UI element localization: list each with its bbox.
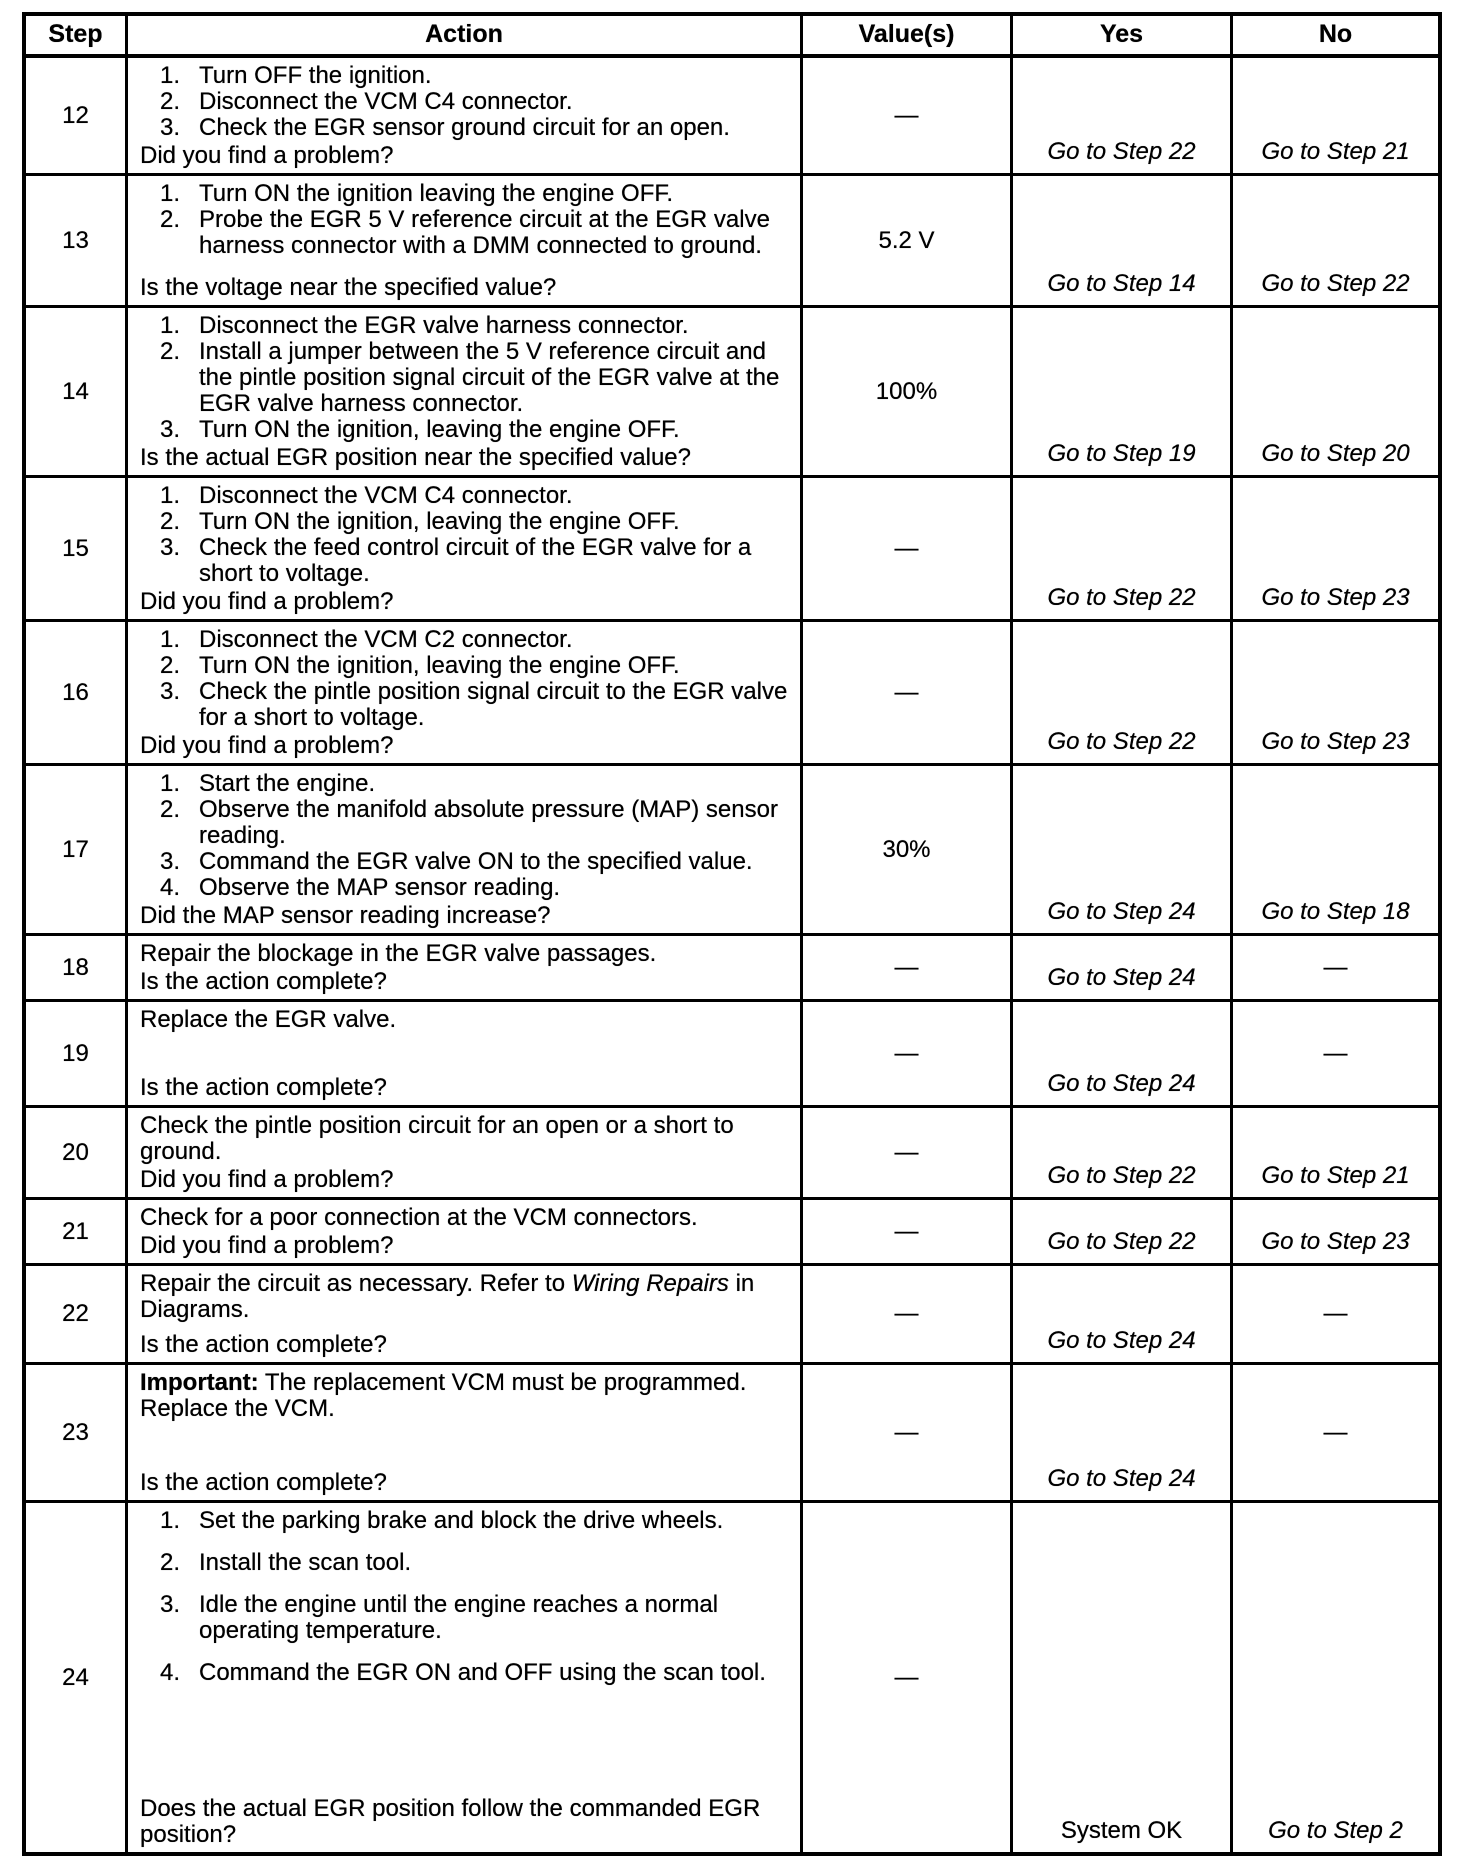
- step-number: 22: [62, 1300, 89, 1327]
- action-item: [160, 797, 790, 849]
- action-item: [160, 181, 790, 207]
- text-segment: Important:: [140, 1369, 259, 1396]
- text-segment: Wiring Repairs: [571, 1270, 729, 1297]
- item-text: Check the pintle position signal circuit to the EGR valve for a short to voltage.: [199, 678, 788, 731]
- yes-cell: [1010, 936, 1230, 999]
- item-number: 1.: [160, 482, 181, 509]
- text-segment: Check for a poor connection at the VCM connectors.: [140, 1204, 698, 1231]
- no-text: Go to Step 21: [1261, 1162, 1410, 1189]
- step-number: 15: [62, 534, 89, 562]
- item-number: 2.: [160, 508, 181, 535]
- table-row: [26, 763, 1438, 933]
- value-text: —: [894, 1300, 919, 1327]
- step-cell: [26, 1108, 125, 1197]
- item-text: Turn ON the ignition, leaving the engine OFF.: [199, 416, 680, 443]
- step-cell: [26, 766, 125, 933]
- action-item: [160, 1592, 790, 1644]
- value-text: —: [894, 953, 919, 981]
- item-number: 3.: [160, 416, 181, 443]
- step-cell: [26, 176, 125, 305]
- value-text: —: [894, 101, 919, 129]
- item-number: 1.: [160, 1507, 181, 1534]
- no-text: Go to Step 20: [1261, 440, 1410, 467]
- item-number: 2.: [160, 206, 181, 233]
- step-cell: [26, 1002, 125, 1105]
- text-segment: Repair the circuit as necessary. Refer to: [140, 1270, 572, 1297]
- step-cell: [26, 936, 125, 999]
- action-cell: [125, 766, 800, 933]
- no-cell: [1230, 478, 1438, 619]
- no-text: Go to Step 23: [1261, 728, 1410, 755]
- action-cell: [125, 1002, 800, 1105]
- no-text: —: [1323, 1300, 1348, 1327]
- item-number: 3.: [160, 848, 181, 875]
- table-body: [26, 58, 1438, 1852]
- action-cell: [125, 1266, 800, 1362]
- header-step: Step: [48, 20, 103, 48]
- action-cell: [125, 622, 800, 763]
- no-cell: [1230, 1200, 1438, 1263]
- text-segment: Replace the VCM.: [140, 1395, 335, 1422]
- action-cell: [125, 1200, 800, 1263]
- statement: [140, 1007, 790, 1033]
- yes-cell: [1010, 1503, 1230, 1852]
- action-item: [160, 1550, 790, 1576]
- yes-cell: [1010, 622, 1230, 763]
- action-item: [160, 875, 790, 901]
- action-cell: [125, 1365, 800, 1500]
- item-number: 2.: [160, 338, 181, 365]
- value-cell: [800, 1365, 1010, 1500]
- table-row: [26, 619, 1438, 763]
- step-number: 12: [62, 101, 89, 129]
- item-text: Install a jumper between the 5 V reference circuit and the pintle position signal circuit of the EGR valve at the EGR valve harness connector.: [199, 338, 780, 417]
- item-number: 1.: [160, 180, 181, 207]
- item-number: 2.: [160, 88, 181, 115]
- action-cell: [125, 1503, 800, 1852]
- yes-cell: [1010, 478, 1230, 619]
- item-number: 4.: [160, 874, 181, 901]
- item-text: Probe the EGR 5 V reference circuit at the EGR valve harness connector with a DMM connected to ground.: [199, 206, 770, 259]
- statement: [140, 1205, 790, 1231]
- yes-text: System OK: [1060, 1817, 1183, 1844]
- action-item: [160, 1660, 790, 1686]
- action-cell: [125, 478, 800, 619]
- value-cell: [800, 1200, 1010, 1263]
- item-text: Turn ON the ignition, leaving the engine OFF.: [199, 652, 680, 679]
- value-text: —: [894, 1418, 919, 1446]
- header-yes: Yes: [1010, 16, 1230, 54]
- step-number: 21: [62, 1217, 89, 1245]
- action-item: [160, 483, 790, 509]
- item-text: Install the scan tool.: [199, 1549, 412, 1576]
- yes-cell: [1010, 1108, 1230, 1197]
- no-cell: [1230, 766, 1438, 933]
- yes-text: Go to Step 19: [1047, 440, 1196, 467]
- header-action: Action: [125, 16, 800, 54]
- value-cell: [800, 478, 1010, 619]
- value-cell: [800, 622, 1010, 763]
- item-text: Turn ON the ignition leaving the engine OFF.: [199, 180, 674, 207]
- value-text: —: [894, 1217, 919, 1245]
- no-text: Go to Step 21: [1261, 138, 1410, 165]
- action-cell: [125, 176, 800, 305]
- item-text: Disconnect the VCM C4 connector.: [199, 482, 573, 509]
- value-text: —: [894, 1663, 919, 1691]
- step-cell: [26, 622, 125, 763]
- diagnostic-table: [22, 12, 1442, 1856]
- item-number: 2.: [160, 796, 181, 823]
- action-item: [160, 89, 790, 115]
- yes-text: Go to Step 24: [1047, 898, 1196, 925]
- action-cell: [125, 308, 800, 475]
- item-number: 3.: [160, 678, 181, 705]
- item-text: Command the EGR valve ON to the specified value.: [199, 848, 753, 875]
- yes-cell: [1010, 1002, 1230, 1105]
- step-cell: [26, 478, 125, 619]
- statement: [140, 941, 790, 967]
- action-item: [160, 115, 790, 141]
- value-cell: [800, 1108, 1010, 1197]
- table-row: [26, 58, 1438, 173]
- no-text: —: [1323, 953, 1348, 981]
- step-cell: [26, 58, 125, 173]
- step-cell: [26, 1365, 125, 1500]
- no-cell: [1230, 1503, 1438, 1852]
- item-number: 4.: [160, 1659, 181, 1686]
- question: Is the action complete?: [140, 1469, 387, 1496]
- value-text: —: [894, 678, 919, 706]
- step-cell: [26, 1266, 125, 1362]
- statement: [140, 1370, 790, 1396]
- value-text: —: [894, 1138, 919, 1166]
- question: Is the actual EGR position near the specified value?: [140, 444, 691, 471]
- no-text: Go to Step 2: [1268, 1817, 1403, 1844]
- question: Does the actual EGR position follow the commanded EGR position?: [140, 1795, 761, 1848]
- question: Did you find a problem?: [140, 732, 394, 759]
- table-row: [26, 475, 1438, 619]
- header-no: No: [1230, 16, 1438, 54]
- no-cell: [1230, 1365, 1438, 1500]
- item-text: Observe the MAP sensor reading.: [199, 874, 561, 901]
- item-number: 3.: [160, 534, 181, 561]
- yes-cell: [1010, 766, 1230, 933]
- yes-text: Go to Step 22: [1047, 1162, 1196, 1189]
- step-number: 24: [62, 1663, 89, 1691]
- yes-cell: [1010, 1266, 1230, 1362]
- item-text: Turn ON the ignition, leaving the engine OFF.: [199, 508, 680, 535]
- table-row: [26, 999, 1438, 1105]
- value-text: —: [894, 534, 919, 562]
- item-text: Disconnect the VCM C2 connector.: [199, 626, 573, 653]
- text-segment: The replacement VCM must be programmed.: [258, 1369, 747, 1396]
- value-text: 100%: [875, 377, 938, 405]
- table-row: [26, 1105, 1438, 1197]
- value-cell: [800, 1266, 1010, 1362]
- no-text: Go to Step 23: [1261, 584, 1410, 611]
- table-row: [26, 305, 1438, 475]
- value-cell: [800, 308, 1010, 475]
- yes-cell: [1010, 1200, 1230, 1263]
- action-cell: [125, 936, 800, 999]
- yes-cell: [1010, 1365, 1230, 1500]
- step-number: 19: [62, 1039, 89, 1067]
- yes-text: Go to Step 14: [1047, 270, 1196, 297]
- no-text: Go to Step 18: [1261, 898, 1410, 925]
- yes-text: Go to Step 22: [1047, 1228, 1196, 1255]
- item-number: 1.: [160, 62, 181, 89]
- step-number: 18: [62, 953, 89, 981]
- action-item: [160, 627, 790, 653]
- header-values: Value(s): [800, 16, 1010, 54]
- no-cell: [1230, 58, 1438, 173]
- step-cell: [26, 1503, 125, 1852]
- table-header-row: [26, 16, 1438, 58]
- text-segment: in Diagrams.: [140, 1270, 755, 1323]
- table-row: [26, 173, 1438, 305]
- no-cell: [1230, 1108, 1438, 1197]
- action-item: [160, 63, 790, 89]
- action-item: [160, 653, 790, 679]
- value-cell: [800, 176, 1010, 305]
- item-number: 1.: [160, 626, 181, 653]
- table-row: [26, 1263, 1438, 1362]
- item-text: Observe the manifold absolute pressure (MAP) sensor reading.: [199, 796, 778, 849]
- text-segment: Repair the blockage in the EGR valve passages.: [140, 940, 657, 967]
- no-text: Go to Step 23: [1261, 1228, 1410, 1255]
- step-number: 20: [62, 1138, 89, 1166]
- question: Is the action complete?: [140, 968, 387, 995]
- question: Is the action complete?: [140, 1331, 387, 1358]
- item-number: 2.: [160, 652, 181, 679]
- action-item: [160, 771, 790, 797]
- yes-cell: [1010, 58, 1230, 173]
- action-cell: [125, 1108, 800, 1197]
- item-text: Check the EGR sensor ground circuit for an open.: [199, 114, 730, 141]
- action-item: [160, 535, 790, 587]
- yes-text: Go to Step 24: [1047, 964, 1196, 991]
- action-item: [160, 849, 790, 875]
- action-item: [160, 509, 790, 535]
- action-item: [160, 1508, 790, 1534]
- item-text: Start the engine.: [199, 770, 376, 797]
- statement: [140, 1396, 790, 1422]
- yes-text: Go to Step 22: [1047, 138, 1196, 165]
- value-text: 30%: [882, 835, 931, 863]
- step-number: 14: [62, 377, 89, 405]
- no-cell: [1230, 308, 1438, 475]
- statement: [140, 1113, 790, 1165]
- item-text: Set the parking brake and block the drive wheels.: [199, 1507, 724, 1534]
- item-text: Check the feed control circuit of the EGR valve for a short to voltage.: [199, 534, 752, 587]
- step-number: 16: [62, 678, 89, 706]
- value-cell: [800, 1002, 1010, 1105]
- no-cell: [1230, 176, 1438, 305]
- table-row: [26, 1197, 1438, 1263]
- step-number: 23: [62, 1418, 89, 1446]
- action-cell: [125, 58, 800, 173]
- question: Did you find a problem?: [140, 588, 394, 615]
- value-text: 5.2 V: [878, 226, 935, 254]
- yes-text: Go to Step 24: [1047, 1070, 1196, 1097]
- no-text: Go to Step 22: [1261, 270, 1410, 297]
- item-number: 3.: [160, 114, 181, 141]
- step-number: 13: [62, 226, 89, 254]
- action-item: [160, 207, 790, 259]
- question: Is the action complete?: [140, 1074, 387, 1101]
- action-item: [160, 679, 790, 731]
- question: Is the voltage near the specified value?: [140, 274, 557, 301]
- step-cell: [26, 1200, 125, 1263]
- yes-text: Go to Step 22: [1047, 584, 1196, 611]
- item-number: 3.: [160, 1591, 181, 1618]
- item-number: 1.: [160, 312, 181, 339]
- table-row: [26, 933, 1438, 999]
- question: Did you find a problem?: [140, 1232, 394, 1259]
- value-cell: [800, 58, 1010, 173]
- item-text: Disconnect the VCM C4 connector.: [199, 88, 573, 115]
- question: Did the MAP sensor reading increase?: [140, 902, 551, 929]
- statement: [140, 1271, 790, 1323]
- item-text: Disconnect the EGR valve harness connector.: [199, 312, 689, 339]
- value-cell: [800, 766, 1010, 933]
- no-text: —: [1323, 1039, 1348, 1067]
- table-row: [26, 1362, 1438, 1500]
- item-number: 1.: [160, 770, 181, 797]
- yes-text: Go to Step 24: [1047, 1327, 1196, 1354]
- item-text: Command the EGR ON and OFF using the scan tool.: [199, 1659, 766, 1686]
- action-item: [160, 339, 790, 417]
- step-number: 17: [62, 835, 89, 863]
- yes-cell: [1010, 176, 1230, 305]
- value-text: —: [894, 1039, 919, 1067]
- value-cell: [800, 1503, 1010, 1852]
- no-cell: [1230, 622, 1438, 763]
- action-item: [160, 417, 790, 443]
- table-row: [26, 1500, 1438, 1852]
- text-segment: Check the pintle position circuit for an open or a short to ground.: [140, 1112, 734, 1165]
- item-number: 2.: [160, 1549, 181, 1576]
- action-item: [160, 313, 790, 339]
- value-cell: [800, 936, 1010, 999]
- no-cell: [1230, 1002, 1438, 1105]
- no-text: —: [1323, 1418, 1348, 1446]
- yes-cell: [1010, 308, 1230, 475]
- item-text: Idle the engine until the engine reaches a normal operating temperature.: [199, 1591, 719, 1644]
- step-cell: [26, 308, 125, 475]
- item-text: Turn OFF the ignition.: [199, 62, 432, 89]
- question: Did you find a problem?: [140, 1166, 394, 1193]
- no-cell: [1230, 1266, 1438, 1362]
- question: Did you find a problem?: [140, 142, 394, 169]
- yes-text: Go to Step 24: [1047, 1465, 1196, 1492]
- text-segment: Replace the EGR valve.: [140, 1006, 397, 1033]
- no-cell: [1230, 936, 1438, 999]
- yes-text: Go to Step 22: [1047, 728, 1196, 755]
